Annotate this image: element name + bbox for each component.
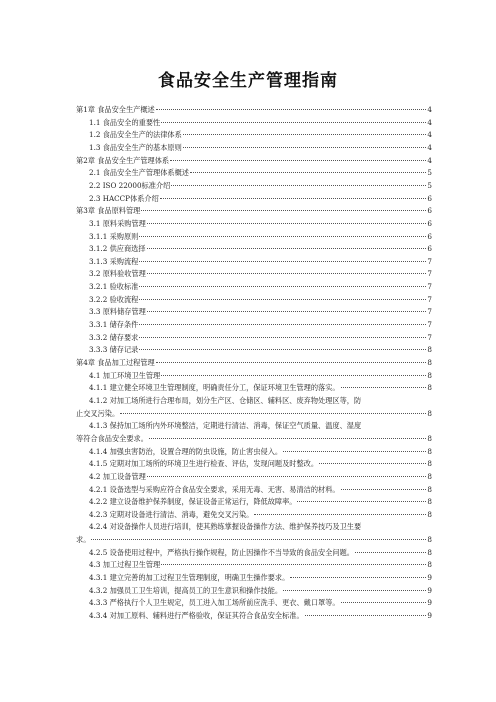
dot-leader: [161, 122, 426, 123]
dot-leader: [139, 236, 426, 237]
toc-entry-title: 2.1 食品安全生产管理体系概述: [89, 168, 189, 178]
toc-page-number: 4: [427, 117, 432, 127]
toc-page-number: 8: [427, 484, 432, 494]
dot-leader: [139, 286, 426, 287]
toc-page-number: 6: [427, 244, 432, 254]
toc-entry-title: 4.2.5 设备使用过程中，严格执行操作规程，防止因操作不当导致的食品安全问题。: [89, 547, 354, 557]
toc-page-number: 8: [427, 509, 432, 519]
toc-page-number: 5: [427, 180, 432, 190]
dot-leader: [161, 564, 426, 565]
toc-page-number: 8: [427, 345, 432, 355]
toc-entry-title: 4.1.2 对加工场所进行合理布局，划分生产区、仓储区、辅料区、废弃物处理区等，防: [89, 395, 362, 405]
dot-leader: [91, 539, 426, 540]
toc-page-number: 7: [427, 294, 432, 304]
dot-leader: [355, 552, 426, 553]
toc-page-number: 8: [427, 471, 432, 481]
toc-entry-title: 2.2 ISO 22000标准介绍: [89, 180, 171, 190]
dot-leader: [160, 198, 427, 199]
toc-entry-title: 3.2.1 验收标准: [89, 282, 139, 292]
toc-page-number: 7: [427, 307, 432, 317]
toc-page-number: 6: [427, 193, 432, 203]
toc-entry-title: 4.1.3 保持加工场所内外环境整洁，定期进行清洁、消毒，保证空气质量、温度、湿度: [89, 421, 362, 431]
dot-leader: [139, 349, 426, 350]
dot-leader: [190, 172, 426, 173]
toc-entry-title: 3.3 原料储存管理: [89, 307, 146, 317]
toc-page-number: 7: [427, 256, 432, 266]
toc-page-number: 9: [427, 585, 432, 595]
toc-page-number: 9: [427, 573, 432, 583]
dot-leader: [254, 514, 426, 515]
toc-entry-title: 4.2.3 定期对设备进行清洁、消毒，避免交叉污染。: [89, 509, 254, 519]
toc-entry-title: 3.3.2 储存要求: [89, 332, 139, 342]
toc-page-number: 6: [427, 231, 432, 241]
dot-leader: [149, 438, 427, 439]
dot-leader: [147, 273, 427, 274]
dot-leader: [170, 160, 426, 161]
toc-page-number: 7: [427, 282, 432, 292]
toc-entry-title: 等符合食品安全要求。: [76, 433, 148, 443]
toc-entry-title: 4.3.3 严格执行个人卫生规定，员工进入加工场所前应洗手、更衣、戴口罩等。: [89, 598, 340, 608]
dot-leader: [147, 476, 427, 477]
toc-entry-title: 第3章 食品原料管理: [76, 206, 141, 216]
toc-page-number: 4: [427, 105, 432, 114]
dot-leader: [183, 147, 427, 148]
dot-leader: [183, 134, 427, 135]
dot-leader: [147, 223, 427, 224]
toc-page-number: 8: [427, 497, 432, 507]
dot-leader: [147, 248, 427, 249]
toc-entry-title: 3.1.1 采购原则: [89, 231, 139, 241]
dot-leader: [141, 210, 426, 211]
toc-page-number: 8: [427, 547, 432, 557]
toc-entry-title: 3.3.1 储存条件: [89, 320, 139, 330]
toc-entry-title: 4.3.2 加强员工卫生培训，提高员工的卫生意识和操作技能。: [89, 585, 283, 595]
dot-leader: [147, 311, 427, 312]
toc-entry-title: 4.2.1 设备选型与采购应符合食品安全要求，采用无毒、无害、易清洁的材料。: [89, 484, 340, 494]
toc-entry-title: 3.1.2 供应商选择: [89, 244, 146, 254]
dot-leader: [161, 375, 426, 376]
dot-leader: [156, 109, 427, 110]
toc-entry-title: 4.1 加工环境卫生管理: [89, 370, 161, 380]
dot-leader: [139, 261, 426, 262]
toc-page-number: 7: [427, 269, 432, 279]
toc-entry-title: 4.2 加工设备管理: [89, 471, 146, 481]
toc-entry-title: 1.1 食品安全的重要性: [89, 117, 161, 127]
dot-leader: [290, 577, 426, 578]
dot-leader: [139, 299, 426, 300]
dot-leader: [156, 362, 427, 363]
dot-leader: [341, 489, 427, 490]
toc-page-number: 8: [427, 459, 432, 469]
toc-page-number: 8: [427, 358, 432, 367]
toc-entry-title: 4.2.2 建立设备维护保养制度，保证设备正常运行，降低故障率。: [89, 497, 297, 507]
dot-leader: [283, 451, 426, 452]
toc-page-number: 6: [427, 218, 432, 228]
toc-page-number: 8: [427, 383, 432, 393]
dot-leader: [341, 602, 427, 603]
dot-leader: [120, 413, 426, 414]
toc-entry-title: 2.3 HACCP体系介绍: [89, 193, 159, 203]
toc-entry-title: 3.1 原料采购管理: [89, 218, 146, 228]
dot-leader: [139, 324, 426, 325]
toc-entry-title: 4.3 加工过程卫生管理: [89, 560, 161, 570]
toc-entry-title: 4.1.1 建立健全环境卫生管理制度，明确责任分工，保证环境卫生管理的落实。: [89, 383, 340, 393]
toc-entry-title: 3.3.3 储存记录: [89, 345, 139, 355]
toc-entry-title: 4.1.4 加强虫害防治，设置合理的防虫设施，防止害虫侵入。: [89, 446, 283, 456]
toc-page-number: 8: [427, 370, 432, 380]
toc-entry-title: 第2章 食品安全生产管理体系: [76, 155, 170, 165]
dot-leader: [341, 387, 427, 388]
toc-page-number: 7: [427, 332, 432, 342]
toc-entry-title: 4.2.4 对设备操作人员进行培训，使其熟练掌握设备操作方法、维护保养技巧及卫生要: [89, 522, 362, 532]
toc-entry-title: 求。: [76, 535, 91, 545]
toc-page-number: 9: [427, 598, 432, 608]
dot-leader: [283, 590, 426, 591]
toc-entry-title: 3.2 原料验收管理: [89, 269, 146, 279]
toc-page-number: 8: [427, 535, 432, 545]
document-title: 食品安全生产管理指南: [158, 71, 338, 91]
toc-entry-title: 第4章 食品加工过程管理: [76, 358, 155, 367]
toc-page-number: 4: [427, 142, 432, 152]
toc-entry-title: 止交叉污染。: [76, 408, 120, 418]
toc-entry-title: 3.1.3 采购流程: [89, 256, 139, 266]
toc-page-number: 4: [427, 130, 432, 140]
toc-entry-title: 1.3 食品安全生产的基本原则: [89, 142, 182, 152]
toc-page-number: 8: [427, 560, 432, 570]
toc-page-number: 5: [427, 168, 432, 178]
dot-leader: [319, 463, 426, 464]
toc-entry-title: 4.3.1 建立完善的加工过程卫生管理制度，明确卫生操作要求。: [89, 573, 290, 583]
toc-page-number: 8: [427, 446, 432, 456]
toc-entry-title: 第1章 食品安全生产概述: [76, 105, 155, 114]
toc-page-number: 6: [427, 206, 432, 216]
dot-leader: [305, 615, 427, 616]
dot-leader: [297, 501, 426, 502]
dot-leader: [171, 185, 426, 186]
dot-leader: [139, 337, 426, 338]
toc-entry-title: 3.2.2 验收流程: [89, 294, 139, 304]
toc-page-number: 8: [427, 433, 432, 443]
toc-page-number: 8: [427, 408, 432, 418]
toc-entry-title: 4.1.5 定期对加工场所的环境卫生进行检查、评估，发现问题及时整改。: [89, 459, 319, 469]
toc-entry-title: 1.2 食品安全生产的法律体系: [89, 130, 182, 140]
toc-entry-title: 4.3.4 对加工原料、辅料进行严格验收，保证其符合食品安全标准。: [89, 611, 304, 620]
toc-page-number: 9: [427, 611, 432, 620]
toc-page-number: 7: [427, 320, 432, 330]
toc-page-number: 4: [427, 155, 432, 165]
